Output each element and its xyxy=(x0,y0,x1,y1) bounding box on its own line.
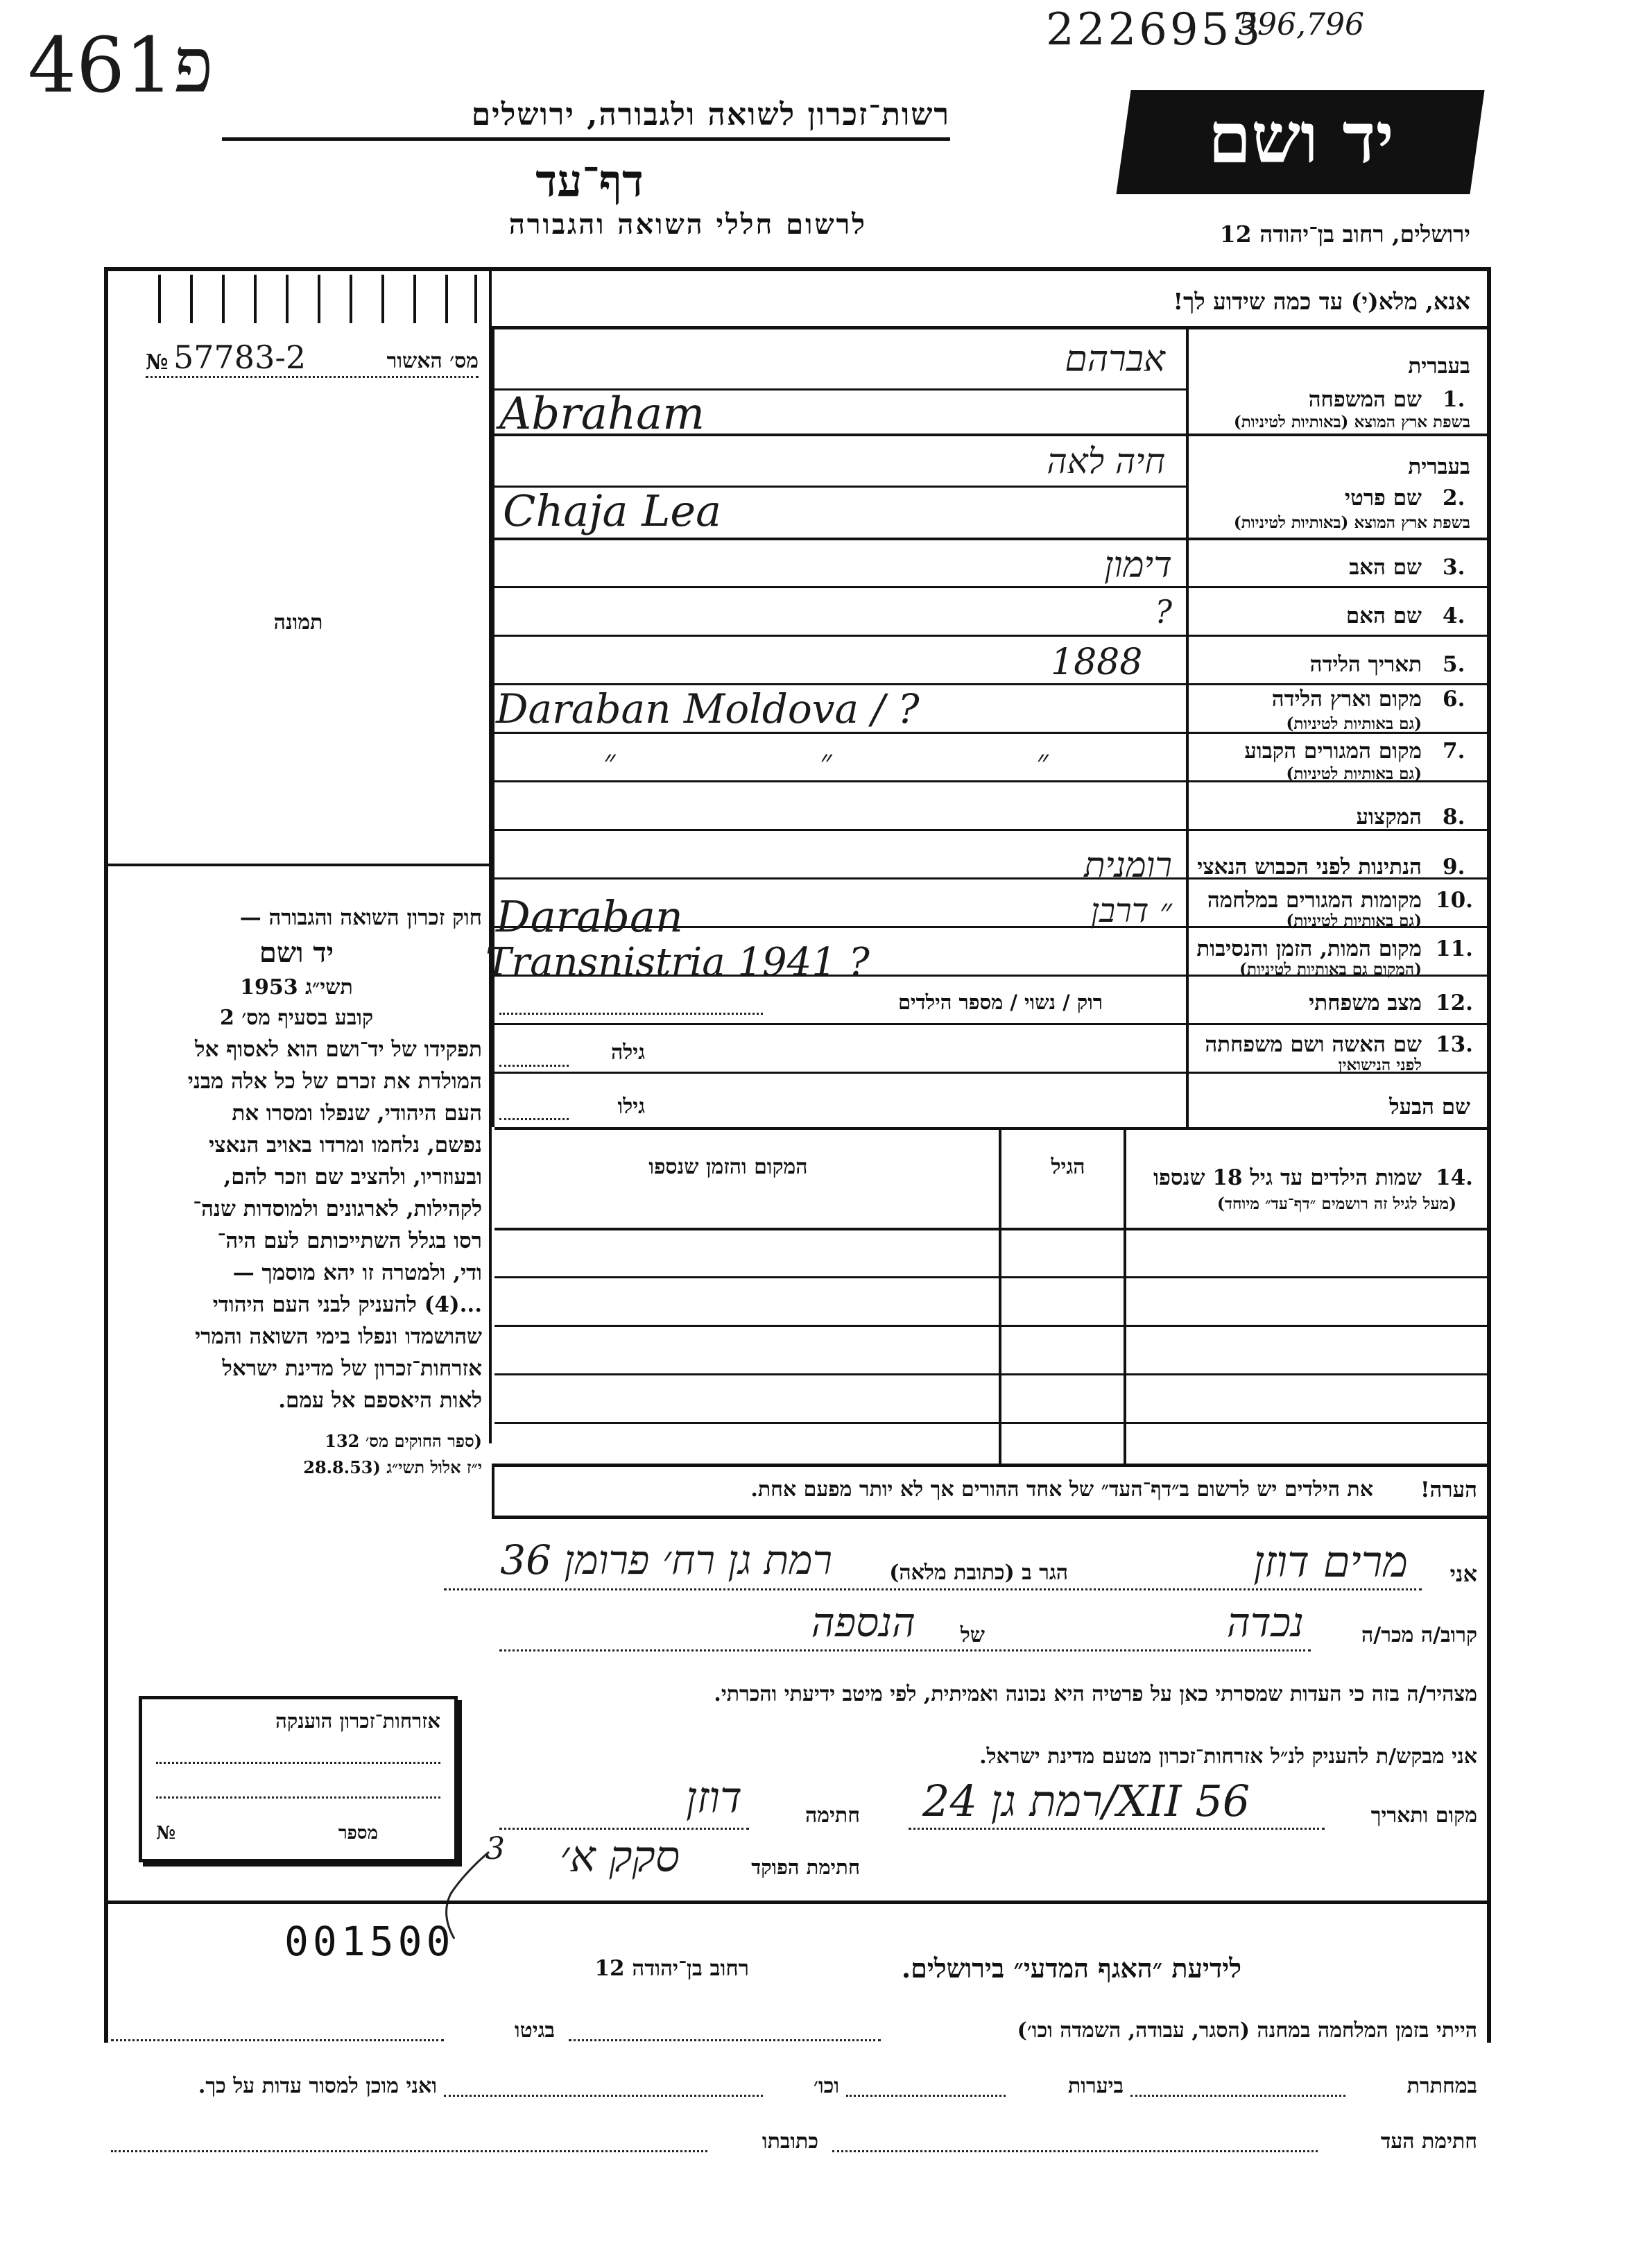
bottom-line2-a: במחתרת xyxy=(1406,2074,1477,2098)
bottom-address: רחוב בן־יהודה 12 xyxy=(594,1956,749,1981)
officer-signature-label: חתימת הפוקד xyxy=(751,1855,860,1879)
law-line: העם היהודי, שנפלו ומסרו את xyxy=(232,1101,482,1126)
field-7-value: ״ ״ ״ xyxy=(603,742,1146,780)
form-title: דף־עד xyxy=(535,155,644,207)
bottom-heading: לידיעת ״האגף המדעי״ בירושלים. xyxy=(901,1953,1241,1984)
field-2-label: שם פרטי xyxy=(1344,486,1422,510)
signature-value: דוזן xyxy=(686,1772,742,1823)
law-section: קובע בסעיף מס׳ 2 xyxy=(219,1006,374,1030)
law-panel xyxy=(111,902,482,1480)
field-1-hebrew-value: אברהם xyxy=(1065,338,1165,380)
place-date-label: מקום ותאריך xyxy=(1370,1803,1477,1828)
bottom-line1-b: בגיטו xyxy=(514,2018,555,2043)
field-6-value: Daraban Moldova / ? xyxy=(496,685,920,732)
field-8-num: 8. xyxy=(1443,805,1465,830)
law-line: לקהילות, לארגונים ולמוסדות שנה־ xyxy=(193,1196,482,1221)
field-11-num: 11. xyxy=(1436,936,1473,961)
law-ref-1: (ספר החוקים מס׳ 132 xyxy=(325,1431,482,1451)
archive-subnumber-handwritten: 596,796 xyxy=(1238,7,1364,42)
field-10-sub: (גם באותיות לטיניות) xyxy=(1286,911,1422,930)
field-7-num: 7. xyxy=(1443,739,1465,764)
decl-resides-label: הגר ב (כתובת מלאה) xyxy=(889,1561,1068,1585)
field-11-label: מקום המות, הזמן והנסיבות xyxy=(1196,936,1422,961)
citizenship-title: אזרחות־זכרון הוענקה xyxy=(275,1709,440,1733)
citizenship-box xyxy=(139,1696,458,1862)
citizenship-number-label: מספר xyxy=(338,1823,378,1844)
yad-vashem-logo xyxy=(1116,90,1484,194)
law-title: חוק זכרון השואה והגבורה — xyxy=(239,905,482,930)
bottom-line2-b: ביערות xyxy=(1067,2074,1124,2098)
law-line: נפשם, נלחמו ומרדו באויב הנאצי xyxy=(209,1133,482,1158)
field-11-sub: (המקום גם באותיות לטיניות) xyxy=(1239,960,1422,979)
law-ref-2: י״ז אלול תשי״ג (28.8.53 xyxy=(303,1457,482,1477)
decl-of-value: הנספה xyxy=(811,1599,915,1646)
note-label: הערה! xyxy=(1420,1477,1477,1502)
decl-relation: נכדה xyxy=(1226,1599,1304,1646)
field-8-label: המקצוע xyxy=(1356,805,1422,830)
children-col-place: המקום והזמן שנספו xyxy=(648,1155,808,1179)
law-line: ודי, ולמטרה זו יהא מוסמך — xyxy=(232,1260,482,1285)
form-subtitle: לרשום חללי השואה והגבורה xyxy=(508,208,867,241)
archive-mark-handwritten: 461פ xyxy=(28,21,214,110)
age-label-m: גילו xyxy=(617,1095,645,1119)
bottom-line3-a: חתימת העד xyxy=(1380,2129,1477,2154)
children-num: 14. xyxy=(1436,1165,1473,1190)
place-date-value: רמת גן 24/XII 56 xyxy=(922,1776,1250,1826)
children-col-age: הגיל xyxy=(1051,1155,1085,1179)
decl-name: מרים דוזן xyxy=(1253,1536,1408,1587)
decl-address: רמת גן רח׳ פרומן 36 xyxy=(500,1536,832,1584)
field-5-num: 5. xyxy=(1443,652,1465,677)
field-3-label: שם האב xyxy=(1349,555,1422,580)
field-2-hebrew-label: בעברית xyxy=(1408,454,1470,479)
field-1-label: שם המשפחה xyxy=(1308,387,1422,412)
law-line: תפקידו של יד־ושם הוא לאסוף אל xyxy=(195,1037,482,1062)
logo-text: יד ושם xyxy=(1207,97,1394,179)
field-10-num: 10. xyxy=(1436,888,1473,913)
field-12-num: 12. xyxy=(1436,990,1473,1015)
children-label: שמות הילדים עד גיל 18 שנספו xyxy=(1153,1165,1422,1190)
field-2-hebrew-value: חיה לאה xyxy=(1047,441,1165,481)
decl-statement: מצהיר/ה בזה כי העדות שמסרתי כאן על פרטיה היא נכונה ואמיתית, לפי מיטב ידיעתי והכרתי. xyxy=(714,1682,1477,1706)
field-9-value: רומנית xyxy=(1084,845,1172,885)
field-3-value: דימון xyxy=(1104,544,1172,586)
law-line: רסו בגלל השתייכותם לעם היה־ xyxy=(217,1228,482,1253)
officer-signature-value: סקק א׳ xyxy=(560,1831,680,1882)
field-7-label: מקום המגורים הקבוע xyxy=(1244,739,1422,764)
field-13-label: שם האשה ושם משפחתה xyxy=(1205,1032,1422,1057)
field-13-num: 13. xyxy=(1436,1032,1473,1057)
field-10-latin-value: Daraban xyxy=(496,891,683,942)
photo-label: תמונה xyxy=(273,610,323,635)
bottom-line3-b: כתובתו xyxy=(762,2129,818,2154)
note-text: את הילדים יש לרשום ב״דף־העד״ של אחד ההורים אך לא יותר מפעם אחת. xyxy=(750,1477,1373,1502)
marital-options: רוק / נשוי / מספר הילדים xyxy=(897,990,1103,1014)
archive-number-handwritten: 2226953 xyxy=(1046,4,1264,55)
law-line: שהושמדו ונפלו בימי השואה והמרי xyxy=(195,1324,482,1349)
law-body xyxy=(111,1033,482,1416)
officer-mark: 3 xyxy=(485,1831,505,1867)
authority-title: רשות־זכרון לשואה ולגבורה, ירושלים xyxy=(471,97,950,132)
field-13-sub: לפני הנישואין xyxy=(1338,1056,1422,1074)
field-2-sub: בשפת ארץ המוצא (באותיות לטיניות) xyxy=(1233,513,1470,532)
field-3-num: 3. xyxy=(1443,555,1465,580)
law-name: יד ושם xyxy=(259,936,334,969)
field-1-latin-value: Abraham xyxy=(499,388,705,440)
field-9-num: 9. xyxy=(1443,855,1465,880)
signature-label: חתימה xyxy=(805,1803,860,1828)
approval-number: 57783-2 xyxy=(173,338,307,376)
bottom-line2-d: ואני מוכן למסור עדות על כך. xyxy=(198,2074,437,2098)
field-2-num: 2. xyxy=(1443,486,1465,510)
approval-boxes xyxy=(158,275,477,323)
decl-relative-label: קרוב/ה מכר/ה xyxy=(1361,1623,1477,1647)
law-line: אזרחות־זכרון של מדינת ישראל xyxy=(222,1356,482,1381)
children-note: (מעל לגיל זה רושמים ״דף־עד״ מיוחד) xyxy=(1216,1194,1456,1213)
field-4-label: שם האם xyxy=(1345,603,1422,628)
law-year: תשי״ג 1953 xyxy=(240,975,353,999)
field-11-value: Transnistria 1941 ? xyxy=(485,940,870,985)
field-5-label: תאריך הלידה xyxy=(1309,652,1422,677)
age-label-f: גילה xyxy=(610,1040,645,1065)
field-10-label: מקומות המגורים במלחמה xyxy=(1207,888,1422,913)
approval-label: מס׳ האשור xyxy=(386,349,479,373)
decl-request: אני מבקש/ת להעניק לנ״ל אזרחות־זכרון מטעם מדינת ישראל. xyxy=(979,1744,1477,1769)
please-fill-instruction: אנא, מלא(י) עד כמה שידוע לך! xyxy=(1173,288,1470,315)
approval-prefix: № xyxy=(146,350,169,375)
decl-i-label: אני xyxy=(1449,1561,1477,1587)
husband-label: שם הבעל xyxy=(1389,1095,1470,1119)
bottom-line1-a: הייתי בזמן המלחמה במחנה (הסגר, עבודה, השמדה וכו׳) xyxy=(1017,2018,1477,2043)
field-12-label: מצב משפחתי xyxy=(1309,990,1422,1015)
field-1-sub: בשפת ארץ המוצא (באותיות לטיניות) xyxy=(1233,413,1470,431)
field-6-sub: (גם באותיות לטיניות) xyxy=(1286,714,1422,733)
field-6-num: 6. xyxy=(1443,687,1465,712)
law-line: ...(4) להעניק לבני העם היהודי xyxy=(212,1292,482,1317)
bottom-line2-c: וכו׳ xyxy=(814,2074,839,2098)
field-1-num: 1. xyxy=(1443,387,1465,412)
field-4-num: 4. xyxy=(1443,603,1465,628)
field-1-hebrew-label: בעברית xyxy=(1408,354,1470,379)
field-2-latin-value: Chaja Lea xyxy=(503,486,722,536)
decl-of-label: של xyxy=(960,1623,985,1647)
field-10-hebrew-value: ״ דרבן xyxy=(1090,891,1172,930)
field-9-label: הנתינות לפני הכבוש הנאצי xyxy=(1197,855,1422,880)
field-7-sub: (גם באותיות לטיניות) xyxy=(1286,764,1422,783)
law-line: המולדת את זכרם של כל אלה מבני xyxy=(187,1069,482,1094)
header-address: ירושלים, רחוב בן־יהודה 12 xyxy=(1219,221,1470,248)
field-6-label: מקום וארץ הלידה xyxy=(1271,687,1422,712)
law-line: ובעוזריו, ולהציב שם וזכר להם, xyxy=(223,1165,482,1190)
field-4-value: ? xyxy=(1155,593,1172,630)
law-line: לאות היאספם אל עמם. xyxy=(278,1388,482,1413)
serial-number: 001500 xyxy=(284,1918,455,1965)
field-5-value: 1888 xyxy=(1051,642,1143,683)
citizenship-prefix: № xyxy=(156,1823,176,1844)
